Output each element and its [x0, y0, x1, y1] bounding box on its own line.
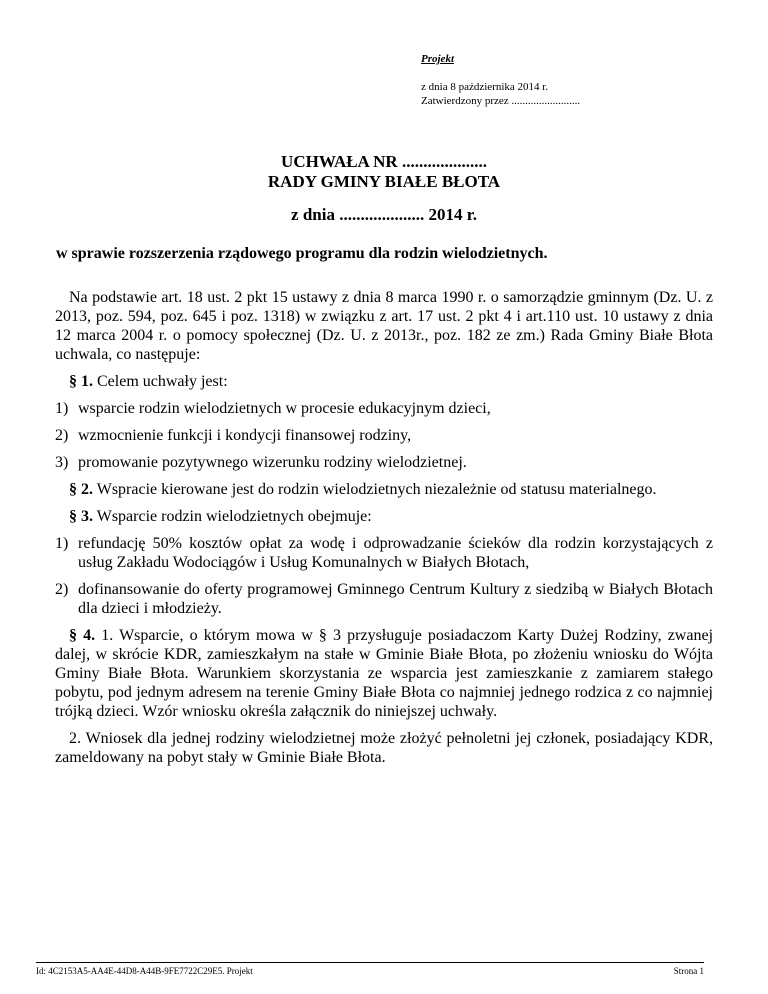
list-item — [55, 580, 713, 618]
section-2 — [55, 480, 713, 499]
section-1-mark: § 1. — [69, 373, 93, 390]
list-item-number: 1) — [55, 400, 69, 417]
draft-date: z dnia 8 października 2014 r. — [421, 81, 549, 93]
list-item-number: 1) — [55, 535, 69, 552]
approved-by: Zatwierdzony przez ......................... — [421, 95, 581, 107]
resolution-title — [0, 152, 768, 192]
council-name: RADY GMINY BIAŁE BŁOTA — [267, 172, 501, 191]
section-4-paragraph-1 — [55, 626, 713, 721]
section-4-paragraph-2: 2. Wniosek dla jednej rodziny wielodzietnej może złożyć pełnoletni jej członek, posiadający KDR, zameldowany na pobyt stały w Gminie Białe Błota. — [55, 730, 713, 766]
document-body — [55, 288, 713, 775]
list-item — [55, 399, 713, 418]
section-1-text: Celem uchwały jest: — [93, 373, 228, 390]
projekt-label: Projekt — [421, 53, 454, 65]
preamble: Na podstawie art. 18 ust. 2 pkt 15 ustawy z dnia 8 marca 1990 r. o samorządzie gminnym (Dz. U. z 2013, poz. 594, poz. 645 i poz. 1318) w związku z art. 17 ust. 2 pkt 4 i art.110 ust. 10 ustawy z dnia 12 marca 2004 r. o pomocy społecznej (Dz. U. z 2013r., poz. 182 ze zm.) Rada Gminy Białe Błota uchwala, co następuje: — [55, 289, 713, 363]
section-1 — [55, 372, 713, 391]
section-2-text: Wspracie kierowane jest do rodzin wielodzietnych niezależnie od statusu materialnego. — [93, 481, 657, 498]
resolution-date: z dnia .................... 2014 r. — [291, 205, 477, 224]
resolution-number: UCHWAŁA NR .................... — [281, 152, 487, 171]
list-item-text: wsparcie rodzin wielodzietnych w procesie edukacyjnym dzieci, — [78, 400, 491, 417]
list-item — [55, 426, 713, 445]
section-3-text: Wsparcie rodzin wielodzietnych obejmuje: — [93, 508, 372, 525]
section-3-mark: § 3. — [69, 508, 93, 525]
page-footer — [36, 962, 704, 976]
list-item-number: 2) — [55, 581, 69, 598]
list-item-text: dofinansowanie do oferty programowej Gminnego Centrum Kultury z siedzibą w Białych Błotach dla dzieci i młodzieży. — [78, 581, 713, 617]
list-item-text: wzmocnienie funkcji i kondycji finansowej rodziny, — [78, 427, 412, 444]
page-number: Strona 1 — [673, 966, 704, 976]
list-item-text: refundację 50% kosztów opłat za wodę i odprowadzanie ścieków dla rodzin korzystających z usług Zakładu Wodociągów i Usług Komunalnych w Białych Błotach, — [78, 535, 713, 571]
section-4-text: 1. Wsparcie, o którym mowa w § 3 przysługuje posiadaczom Karty Dużej Rodziny, zwanej dalej, w skrócie KDR, zamieszkałym na stałe w Gminie Białe Błota, po złożeniu wniosku do Wójta Gminy Białe Błota. Warunkiem skorzystania ze wsparcia jest zamieszkanie z zamiarem stałego pobytu, pod jednym adresem na terenie Gminy Białe Błota co najmniej jednego rodzica z co najmniej trójką dzieci. Wzór wniosku określa załącznik do niniejszej uchwały. — [55, 627, 714, 720]
section-4-mark: § 4. — [69, 627, 96, 644]
list-item-number: 3) — [55, 454, 69, 471]
list-item-text: promowanie pozytywnego wizerunku rodziny wielodzietnej. — [78, 454, 467, 471]
resolution-subject: w sprawie rozszerzenia rządowego programu dla rodzin wielodzietnych. — [56, 245, 548, 262]
section-2-mark: § 2. — [69, 481, 93, 498]
document-id: Id: 4C2153A5-AA4E-44D8-A44B-9FE7722C29E5. Projekt — [36, 966, 253, 976]
document-meta — [421, 52, 580, 108]
list-item — [55, 534, 713, 572]
list-item — [55, 453, 713, 472]
list-item-number: 2) — [55, 427, 69, 444]
section-3 — [55, 507, 713, 526]
